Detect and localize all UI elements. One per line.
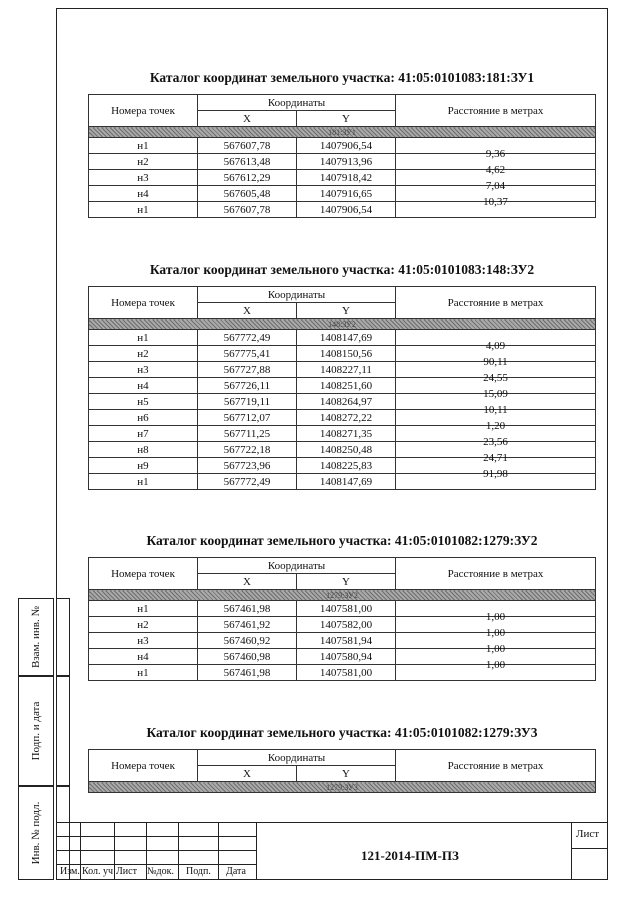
coord-y: 1408225,83 bbox=[297, 458, 396, 474]
point-number: н1 bbox=[89, 601, 198, 617]
distance-value: 1,00 bbox=[485, 642, 506, 655]
coord-x: 567607,78 bbox=[198, 202, 297, 218]
coord-y: 1407906,54 bbox=[297, 202, 396, 218]
point-number: н4 bbox=[89, 186, 198, 202]
distance-value: 23,56 bbox=[483, 435, 508, 448]
distance-value: 7,04 bbox=[485, 179, 506, 192]
coord-y: 1407581,00 bbox=[297, 601, 396, 617]
coord-y: 1408250,48 bbox=[297, 442, 396, 458]
point-number: н1 bbox=[89, 330, 198, 346]
coord-x: 567461,98 bbox=[198, 601, 297, 617]
distance-cell bbox=[396, 186, 596, 208]
distance-cell bbox=[396, 633, 596, 655]
document-code: 121-2014-ПМ-ПЗ bbox=[361, 848, 459, 863]
coordinate-table bbox=[88, 557, 596, 681]
left-margin-strip bbox=[18, 598, 54, 880]
point-number: н3 bbox=[89, 170, 198, 186]
header-y: Y bbox=[297, 111, 396, 127]
point-number: н8 bbox=[89, 442, 198, 458]
header-coordinates: Координаты bbox=[198, 558, 396, 574]
table-header-row bbox=[89, 95, 596, 111]
header-point-number: Номера точек bbox=[89, 558, 198, 590]
table-row bbox=[89, 410, 596, 426]
header-point-number: Номера точек bbox=[89, 750, 198, 782]
header-distance: Расстояние в метрах bbox=[396, 287, 596, 319]
table-row bbox=[89, 330, 596, 346]
coord-y: 1408147,69 bbox=[297, 474, 396, 490]
coord-x: 567460,92 bbox=[198, 633, 297, 649]
catalog-title: Каталог координат земельного участка: 41:05:0101082:1279:ЗУ3 bbox=[146, 725, 538, 740]
distance-cell bbox=[396, 170, 596, 192]
distance-value: 1,20 bbox=[485, 419, 506, 432]
header-coordinates: Координаты bbox=[198, 750, 396, 766]
podp-value-cell bbox=[56, 676, 70, 786]
table-row bbox=[89, 617, 596, 633]
header-y: Y bbox=[297, 303, 396, 319]
coordinate-catalog bbox=[88, 70, 596, 218]
table-row bbox=[89, 474, 596, 490]
coord-x: 567726,11 bbox=[198, 378, 297, 394]
distance-value: 15,09 bbox=[483, 387, 508, 400]
table-row bbox=[89, 633, 596, 649]
table-row bbox=[89, 202, 596, 218]
band-label: 1279:ЗУ2 bbox=[89, 590, 596, 601]
podp-cell bbox=[18, 676, 54, 786]
table-band-row bbox=[89, 319, 596, 330]
coord-x: 567711,25 bbox=[198, 426, 297, 442]
header-distance: Расстояние в метрах bbox=[396, 95, 596, 127]
coordinate-catalog bbox=[88, 533, 596, 681]
table-row bbox=[89, 665, 596, 681]
header-distance: Расстояние в метрах bbox=[396, 750, 596, 782]
distance-cell bbox=[396, 601, 596, 623]
band-label: 148:ЗУ2 bbox=[89, 319, 596, 330]
coord-y: 1408264,97 bbox=[297, 394, 396, 410]
point-number: н4 bbox=[89, 378, 198, 394]
table-band-row bbox=[89, 590, 596, 601]
table-row bbox=[89, 170, 596, 186]
header-point-number: Номера точек bbox=[89, 95, 198, 127]
header-distance: Расстояние в метрах bbox=[396, 558, 596, 590]
distance-value: 10,11 bbox=[483, 403, 508, 416]
point-number: н3 bbox=[89, 633, 198, 649]
header-x: X bbox=[198, 111, 297, 127]
coord-x: 567727,88 bbox=[198, 362, 297, 378]
distance-value: 1,00 bbox=[485, 658, 506, 671]
point-number: н7 bbox=[89, 426, 198, 442]
coord-x: 567461,92 bbox=[198, 617, 297, 633]
stamp-data: Дата bbox=[226, 866, 246, 877]
distance-cell bbox=[396, 649, 596, 671]
distance-cell bbox=[396, 202, 596, 218]
stamp-list-right: Лист bbox=[576, 828, 600, 840]
table-row bbox=[89, 378, 596, 394]
coord-x: 567605,48 bbox=[198, 186, 297, 202]
stamp-ndok: №док. bbox=[147, 866, 174, 877]
table-band-row bbox=[89, 127, 596, 138]
distance-cell bbox=[396, 410, 596, 432]
distance-value: 4,09 bbox=[485, 339, 506, 352]
coord-y: 1407582,00 bbox=[297, 617, 396, 633]
coord-y: 1407580,94 bbox=[297, 649, 396, 665]
distance-value: 91,98 bbox=[483, 467, 508, 480]
header-x: X bbox=[198, 766, 297, 782]
point-number: н4 bbox=[89, 649, 198, 665]
band-label: 181:ЗУ1 bbox=[89, 127, 596, 138]
distance-value: 9,36 bbox=[485, 147, 506, 160]
coord-x: 567612,29 bbox=[198, 170, 297, 186]
coord-x: 567613,48 bbox=[198, 154, 297, 170]
stamp-kol: Кол. уч bbox=[82, 866, 114, 877]
vzam-value-cell bbox=[56, 598, 70, 676]
stamp-list: Лист bbox=[116, 866, 137, 877]
coord-y: 1408227,11 bbox=[297, 362, 396, 378]
coord-x: 567461,98 bbox=[198, 665, 297, 681]
distance-cell bbox=[396, 330, 596, 352]
table-row bbox=[89, 426, 596, 442]
vzam-label: Взам. инв. № bbox=[30, 606, 42, 668]
coord-y: 1408271,35 bbox=[297, 426, 396, 442]
coord-x: 567719,11 bbox=[198, 394, 297, 410]
distance-cell bbox=[396, 442, 596, 464]
header-coordinates: Координаты bbox=[198, 95, 396, 111]
table-header-row bbox=[89, 287, 596, 303]
coord-y: 1408150,56 bbox=[297, 346, 396, 362]
table-row bbox=[89, 442, 596, 458]
coord-y: 1407913,96 bbox=[297, 154, 396, 170]
coordinate-catalog bbox=[88, 262, 596, 490]
coord-x: 567772,49 bbox=[198, 330, 297, 346]
coord-y: 1408251,60 bbox=[297, 378, 396, 394]
distance-cell bbox=[396, 394, 596, 416]
table-row bbox=[89, 362, 596, 378]
coord-x: 567460,98 bbox=[198, 649, 297, 665]
point-number: н9 bbox=[89, 458, 198, 474]
coordinate-table bbox=[88, 749, 596, 793]
header-x: X bbox=[198, 303, 297, 319]
inv-label: Инв. № подл. bbox=[30, 801, 42, 865]
coordinate-table bbox=[88, 286, 596, 490]
header-point-number: Номера точек bbox=[89, 287, 198, 319]
coord-y: 1408147,69 bbox=[297, 330, 396, 346]
coord-x: 567722,18 bbox=[198, 442, 297, 458]
coordinate-catalog bbox=[88, 725, 596, 793]
table-row bbox=[89, 394, 596, 410]
distance-value: 24,71 bbox=[483, 451, 508, 464]
inv-cell bbox=[18, 786, 54, 880]
vzam-cell bbox=[18, 598, 54, 676]
distance-cell bbox=[396, 346, 596, 368]
band-label: 1279:ЗУ3 bbox=[89, 782, 596, 793]
catalog-title: Каталог координат земельного участка: 41:05:0101083:148:ЗУ2 bbox=[149, 262, 535, 277]
table-header-row bbox=[89, 750, 596, 766]
distance-cell bbox=[396, 458, 596, 480]
distance-value: 24,55 bbox=[483, 371, 508, 384]
point-number: н1 bbox=[89, 138, 198, 154]
table-row bbox=[89, 346, 596, 362]
point-number: н1 bbox=[89, 665, 198, 681]
point-number: н5 bbox=[89, 394, 198, 410]
table-header-row bbox=[89, 558, 596, 574]
point-number: н1 bbox=[89, 202, 198, 218]
table-row bbox=[89, 138, 596, 154]
distance-cell bbox=[396, 362, 596, 384]
header-x: X bbox=[198, 574, 297, 590]
table-row bbox=[89, 154, 596, 170]
distance-cell bbox=[396, 665, 596, 681]
coord-x: 567775,41 bbox=[198, 346, 297, 362]
distance-value: 10,37 bbox=[483, 195, 508, 208]
table-band-row bbox=[89, 782, 596, 793]
distance-cell bbox=[396, 154, 596, 176]
distance-cell bbox=[396, 474, 596, 490]
coordinate-table bbox=[88, 94, 596, 218]
title-block bbox=[56, 822, 608, 880]
point-number: н2 bbox=[89, 617, 198, 633]
stamp-podp: Подп. bbox=[186, 866, 211, 877]
catalog-title: Каталог координат земельного участка: 41:05:0101082:1279:ЗУ2 bbox=[146, 533, 538, 548]
header-coordinates: Координаты bbox=[198, 287, 396, 303]
catalog-title: Каталог координат земельного участка: 41:05:0101083:181:ЗУ1 bbox=[149, 70, 535, 85]
coord-y: 1408272,22 bbox=[297, 410, 396, 426]
coord-y: 1407581,94 bbox=[297, 633, 396, 649]
coord-y: 1407581,00 bbox=[297, 665, 396, 681]
header-y: Y bbox=[297, 766, 396, 782]
distance-value: 1,00 bbox=[485, 626, 506, 639]
coord-x: 567712,07 bbox=[198, 410, 297, 426]
distance-value: 4,62 bbox=[485, 163, 506, 176]
coord-y: 1407906,54 bbox=[297, 138, 396, 154]
coord-x: 567607,78 bbox=[198, 138, 297, 154]
stamp-izm: Изм. bbox=[60, 866, 80, 877]
distance-cell bbox=[396, 617, 596, 639]
podp-label: Подп. и дата bbox=[30, 701, 42, 761]
distance-value: 1,00 bbox=[485, 610, 506, 623]
table-row bbox=[89, 458, 596, 474]
point-number: н3 bbox=[89, 362, 198, 378]
table-row bbox=[89, 601, 596, 617]
coord-y: 1407918,42 bbox=[297, 170, 396, 186]
coord-x: 567723,96 bbox=[198, 458, 297, 474]
point-number: н2 bbox=[89, 154, 198, 170]
point-number: н2 bbox=[89, 346, 198, 362]
distance-cell bbox=[396, 426, 596, 448]
distance-value: 90,11 bbox=[483, 355, 508, 368]
point-number: н6 bbox=[89, 410, 198, 426]
coord-y: 1407916,65 bbox=[297, 186, 396, 202]
distance-cell bbox=[396, 378, 596, 400]
coord-x: 567772,49 bbox=[198, 474, 297, 490]
distance-cell bbox=[396, 138, 596, 160]
table-row bbox=[89, 649, 596, 665]
table-row bbox=[89, 186, 596, 202]
header-y: Y bbox=[297, 574, 396, 590]
point-number: н1 bbox=[89, 474, 198, 490]
